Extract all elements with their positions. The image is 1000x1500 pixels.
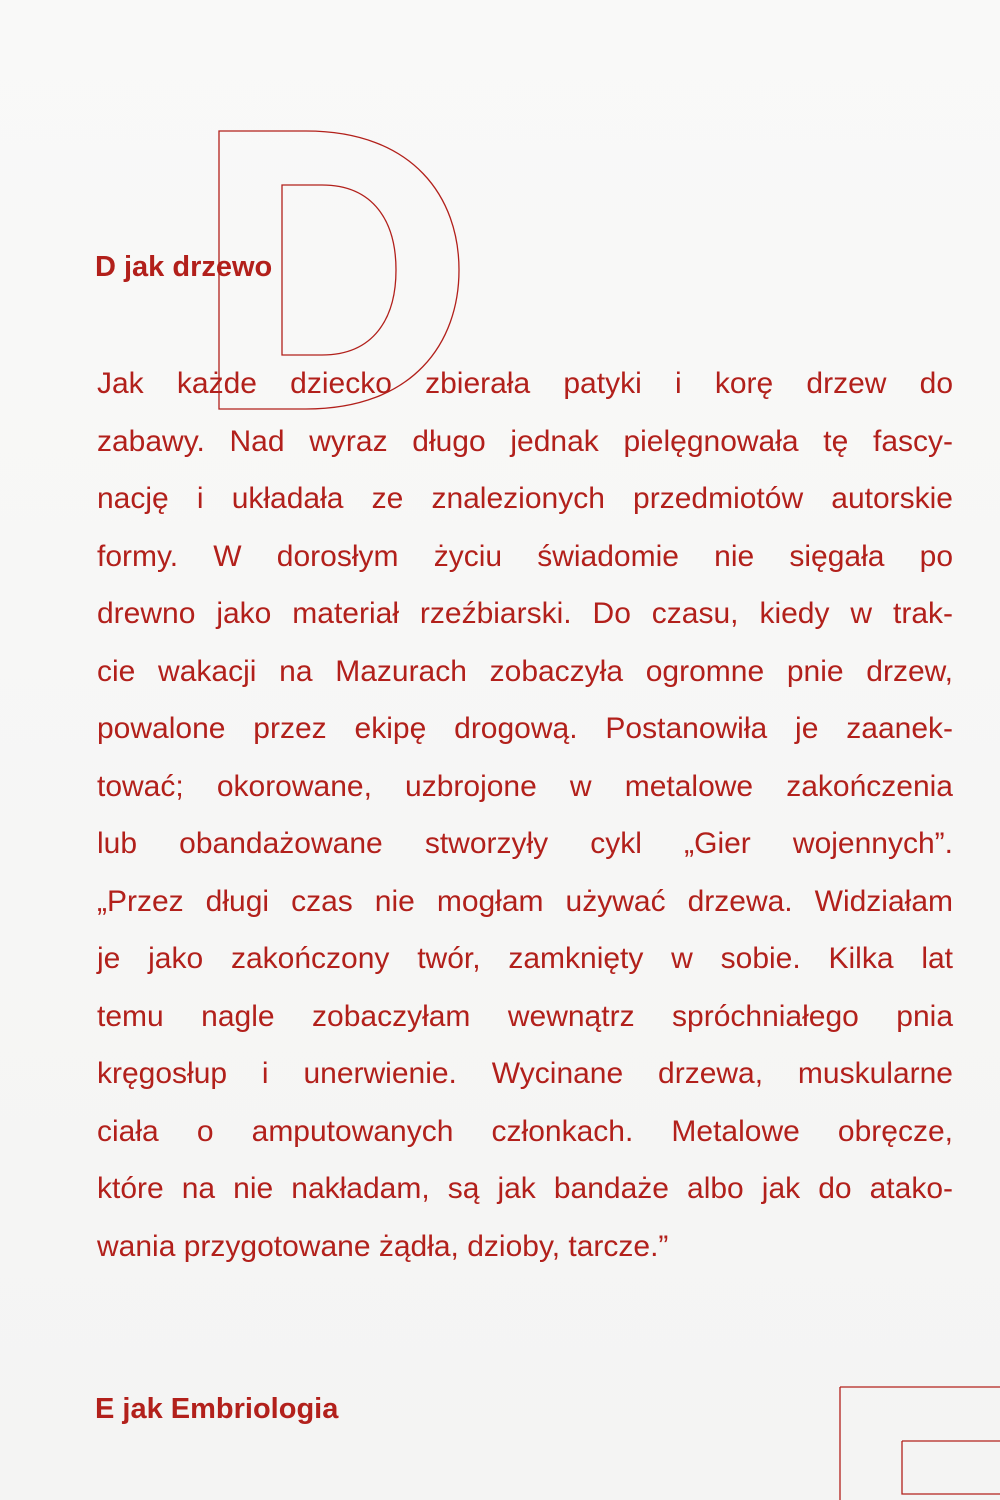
decorative-letter-e [836,1384,1000,1500]
text-line: Jak każde dziecko zbierała patyki i korę drzew do [97,367,953,400]
text-line: lub obandażowane stworzyły cykl „Gier wojennych”. [97,827,953,860]
text-line: nację i układała ze znalezionych przedmiotów autorskie [97,482,953,515]
text-line: cie wakacji na Mazurach zobaczyła ogromne pnie drzew, [97,654,953,688]
text-line: formy. W dorosłym życiu świadomie nie sięgała po [97,539,953,573]
text-line: drewno jako materiał rzeźbiarski. Do czasu, kiedy w trak- [97,597,953,630]
section-heading-e: E jak Embriologia [95,1393,339,1425]
text-line: temu nagle zobaczyłam wewnątrz spróchniałego pnia [97,999,953,1033]
body-paragraph [97,359,953,1279]
text-line: zabawy. Nad wyraz długo jednak pielęgnowała tę fascy- [97,424,953,458]
section-heading-d: D jak drzewo [95,251,273,283]
text-line: które na nie nakładam, są jak bandaże albo jak do atako- [97,1172,953,1205]
text-line-last: wania przygotowane żądła, dzioby, tarcze.” [97,1229,669,1263]
text-line: kręgosłup i unerwienie. Wycinane drzewa, muskularne [97,1057,953,1090]
text-line: ciała o amputowanych członkach. Metalowe obręcze, [97,1114,953,1148]
text-line: tować; okorowane, uzbrojone w metalowe zakończenia [97,769,953,803]
text-line: „Przez długi czas nie mogłam używać drzewa. Widziałam [97,884,953,918]
text-line: powalone przez ekipę drogową. Postanowiła je zaanek- [97,712,953,745]
text-line: je jako zakończony twór, zamknięty w sobie. Kilka lat [97,942,953,975]
